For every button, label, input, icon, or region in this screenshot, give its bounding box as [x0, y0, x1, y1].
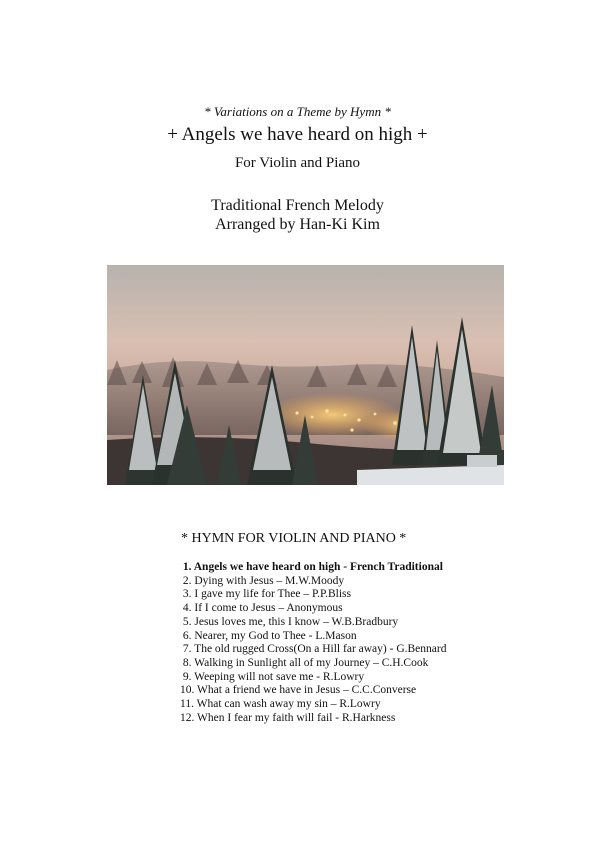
hymn-list-item: 3. I gave my life for Thee – P.P.Bliss [180, 588, 351, 601]
series-subtitle: * Variations on a Theme by Hymn * [204, 104, 391, 119]
arranger-credit: Arranged by Han-Ki Kim [215, 216, 380, 233]
page-title: + Angels we have heard on high + [167, 124, 428, 145]
cover-photo [107, 265, 504, 485]
hymn-list-item: 8. Walking in Sunlight all of my Journey – C.H.Cook [180, 656, 429, 669]
instrumentation: For Violin and Piano [234, 155, 361, 171]
hymn-list-item: 1. Angels we have heard on high - French Traditional [180, 561, 443, 573]
hymn-list-item: 12. When I fear my faith will fail - R.Harkness [180, 711, 396, 724]
contents-heading: * HYMN FOR VIOLIN AND PIANO * [181, 531, 407, 546]
hymn-list-item: 9. Weeping will not save me - R.Lowry [180, 670, 365, 683]
hymn-list-item: 2. Dying with Jesus – M.W.Moody [180, 574, 345, 587]
hymn-list-item: 5. Jesus loves me, this I know – W.B.Bradbury [180, 615, 399, 628]
hymn-list-item: 10. What a friend we have in Jesus – C.C.Converse [180, 684, 417, 697]
hymn-list [180, 561, 446, 725]
melody-origin: Traditional French Melody [211, 197, 384, 214]
hymn-list-item: 4. If I come to Jesus – Anonymous [180, 602, 343, 615]
hymn-list-item: 11. What can wash away my sin – R.Lowry [180, 698, 381, 711]
hymn-list-item: 7. The old rugged Cross(On a Hill far away) - G.Bennard [180, 643, 447, 656]
hymn-list-item: 6. Nearer, my God to Thee - L.Mason [180, 629, 357, 642]
